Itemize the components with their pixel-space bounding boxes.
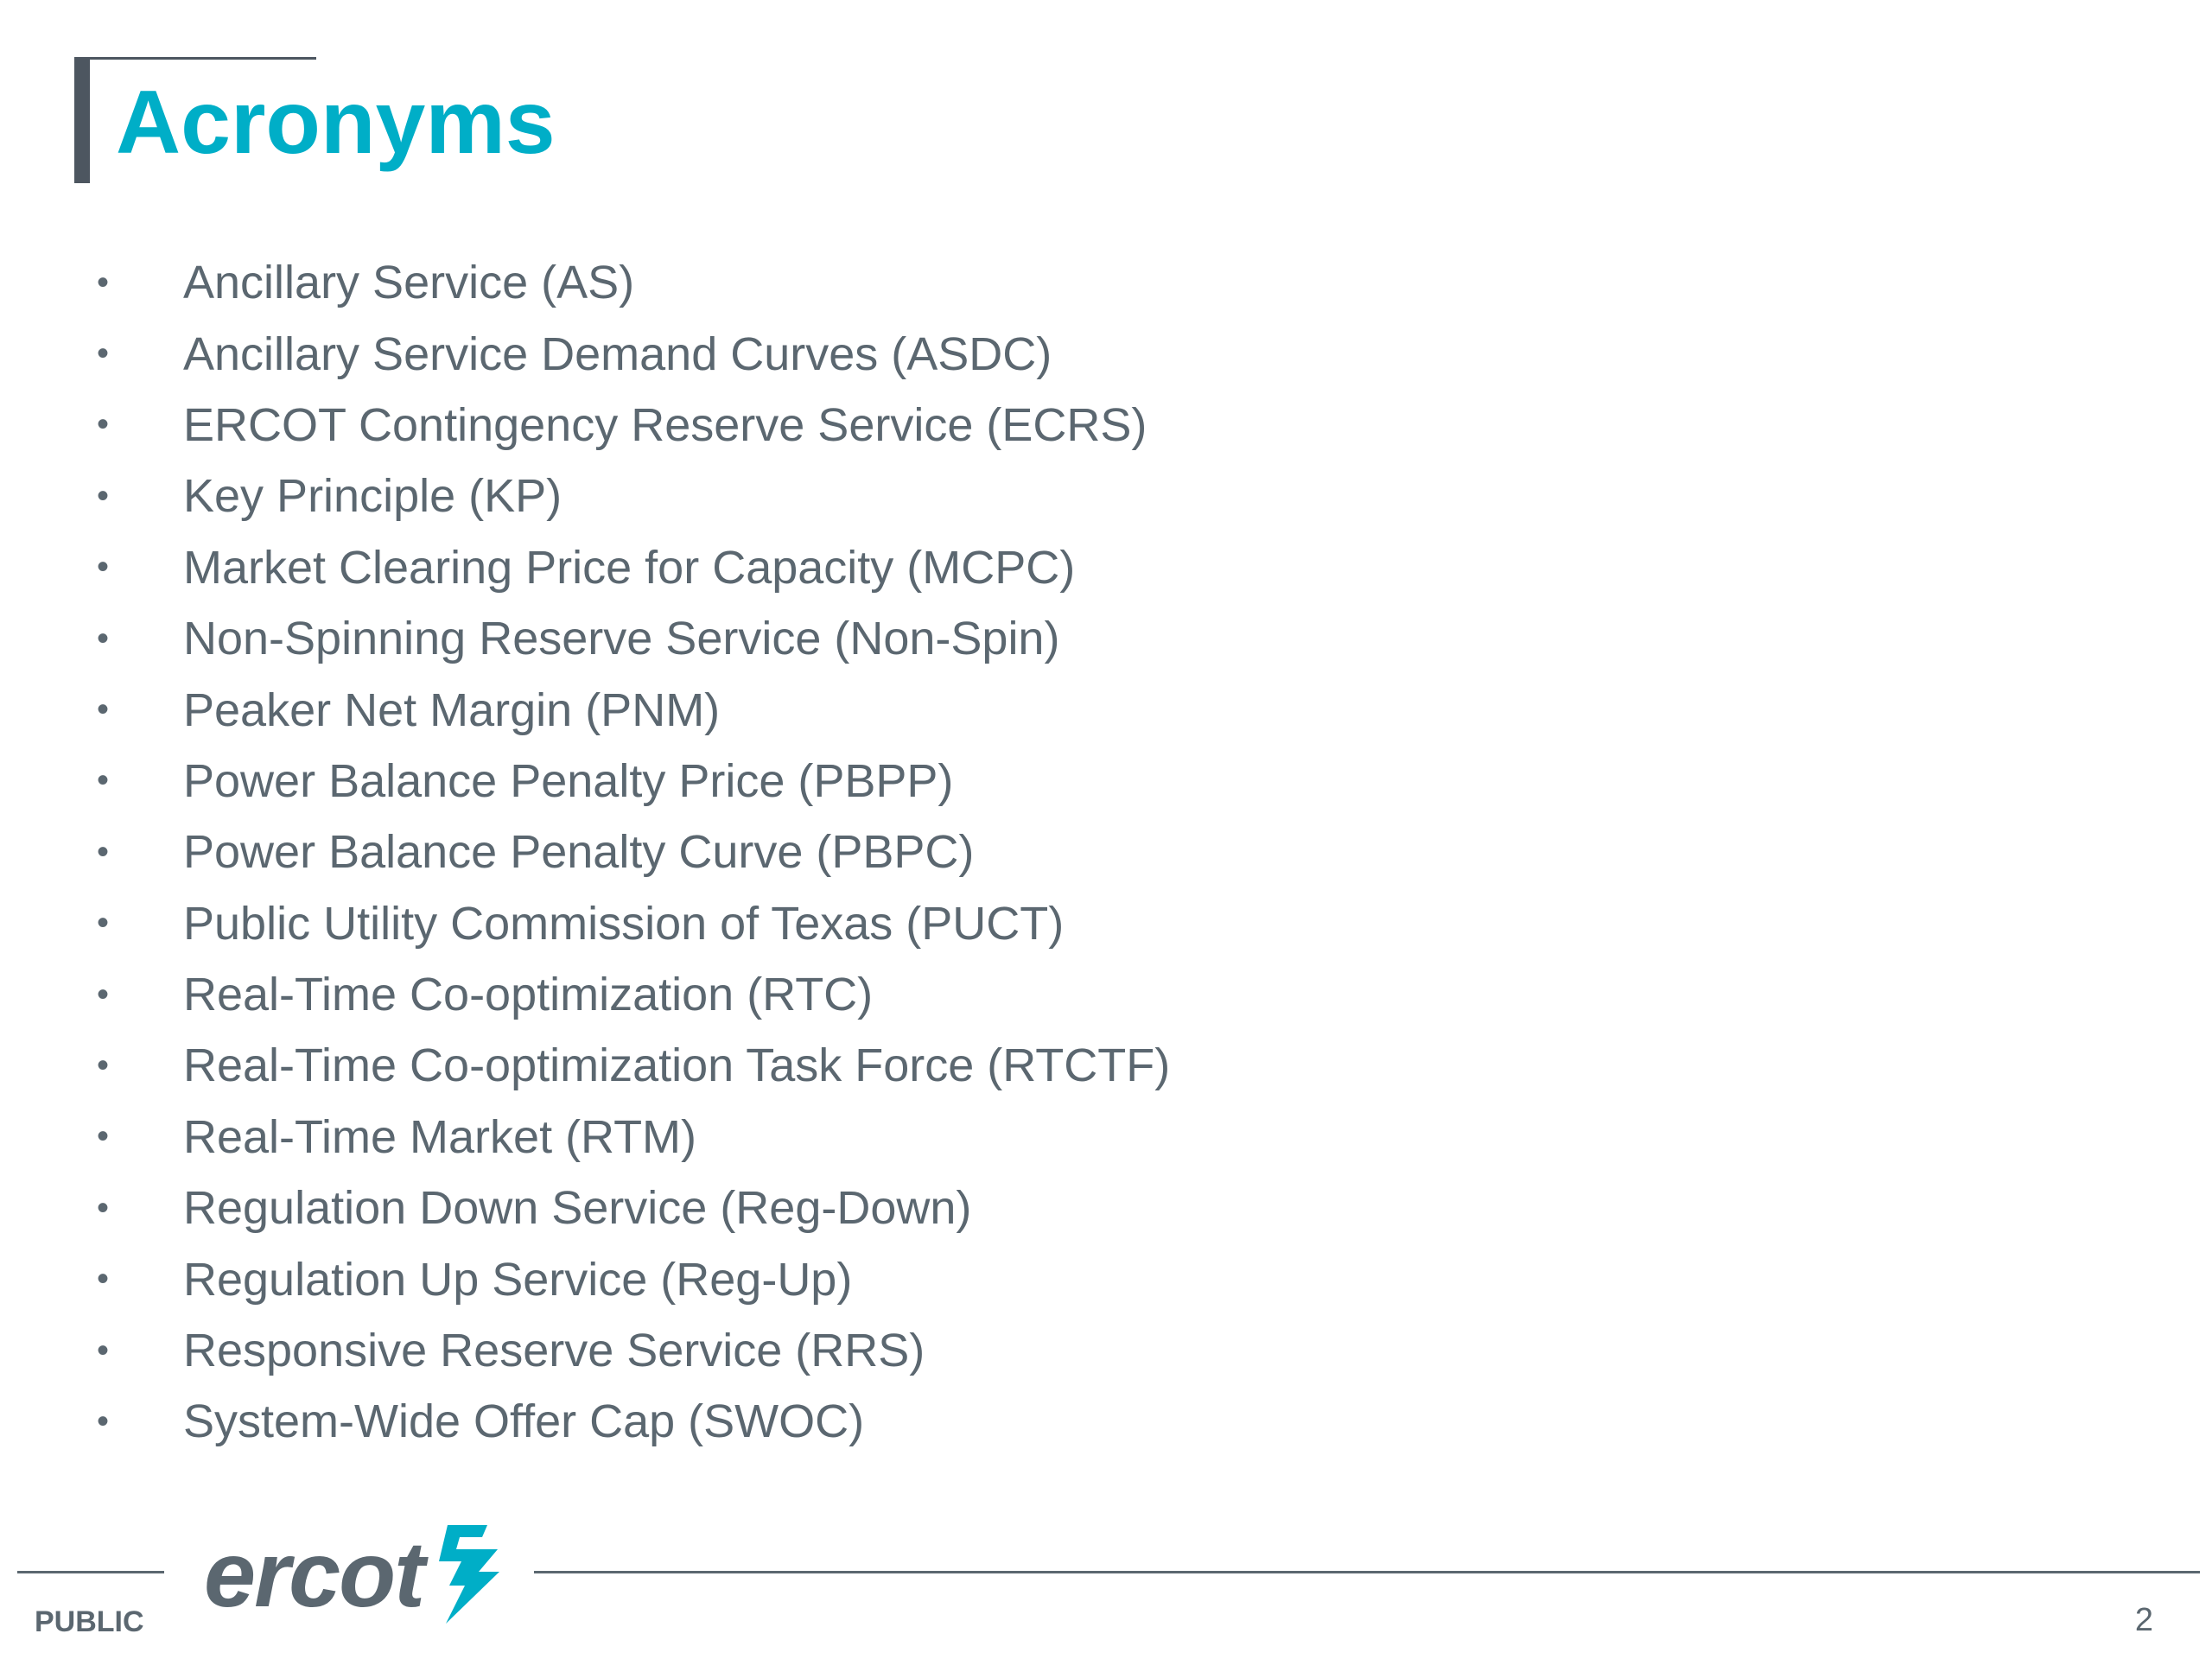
list-item [93,746,1170,817]
acronym-text: Non-Spinning Reserve Service (Non-Spin) [183,613,1060,665]
bullet-marker: • [97,832,110,871]
list-item [93,603,1170,674]
bullet-marker: • [97,904,110,943]
list-item [93,532,1170,603]
bullet-marker: • [97,1331,110,1370]
bullet-marker: • [97,476,110,515]
bullet-marker: • [97,548,110,587]
acronym-text: Responsive Reserve Service (RRS) [183,1325,925,1377]
acronym-text: Real-Time Market (RTM) [183,1110,697,1163]
logo-wordmark: ercot [204,1521,424,1626]
slide-title: Acronyms [116,73,556,173]
list-item [93,318,1170,389]
list-item [93,817,1170,887]
list-item [93,1102,1170,1173]
acronym-text: Real-Time Co-optimization (RTC) [183,969,874,1021]
list-item [93,461,1170,531]
list-item [93,390,1170,461]
page-number: 2 [2134,1602,2153,1638]
bullet-marker: • [97,1260,110,1299]
footer-divider-right [534,1571,2200,1573]
ercot-logo [204,1517,510,1630]
acronym-text: Market Clearing Price for Capacity (MCPC) [183,541,1076,594]
bullet-marker: • [97,761,110,800]
acronym-text: Ancillary Service Demand Curves (ASDC) [183,327,1052,380]
footer-divider-left [17,1571,164,1573]
acronym-text: System-Wide Offer Cap (SWOC) [183,1395,865,1448]
list-item [93,1243,1170,1314]
bullet-marker: • [97,263,110,302]
acronym-list [93,247,1170,1458]
list-item [93,888,1170,959]
acronym-text: Ancillary Service (AS) [183,257,635,309]
bullet-marker: • [97,1046,110,1084]
acronym-text: Regulation Up Service (Reg-Up) [183,1253,853,1306]
list-item [93,1386,1170,1457]
acronym-text: Public Utility Commission of Texas (PUCT) [183,897,1065,950]
lightning-bolt-icon [427,1520,510,1627]
acronym-text: Power Balance Penalty Curve (PBPC) [183,826,975,879]
bullet-marker: • [97,1188,110,1227]
classification-label: PUBLIC [35,1605,144,1638]
bullet-marker: • [97,619,110,658]
list-item [93,1315,1170,1386]
acronym-text: Key Principle (KP) [183,470,563,523]
list-item [93,1173,1170,1243]
list-item [93,674,1170,745]
acronym-text: Power Balance Penalty Price (PBPP) [183,754,954,807]
acronym-text: ERCOT Contingency Reserve Service (ECRS) [183,398,1147,451]
title-accent-rule [74,57,316,60]
list-item [93,959,1170,1030]
list-item [93,247,1170,318]
acronym-text: Real-Time Co-optimization Task Force (RTCTF) [183,1039,1171,1092]
bullet-marker: • [97,690,110,729]
title-accent-bar [74,57,90,183]
bullet-marker: • [97,405,110,444]
bullet-marker: • [97,334,110,373]
acronym-text: Regulation Down Service (Reg-Down) [183,1182,972,1235]
acronym-text: Peaker Net Margin (PNM) [183,683,721,736]
bullet-marker: • [97,975,110,1014]
bullet-marker: • [97,1117,110,1156]
list-item [93,1030,1170,1101]
bullet-marker: • [97,1402,110,1440]
